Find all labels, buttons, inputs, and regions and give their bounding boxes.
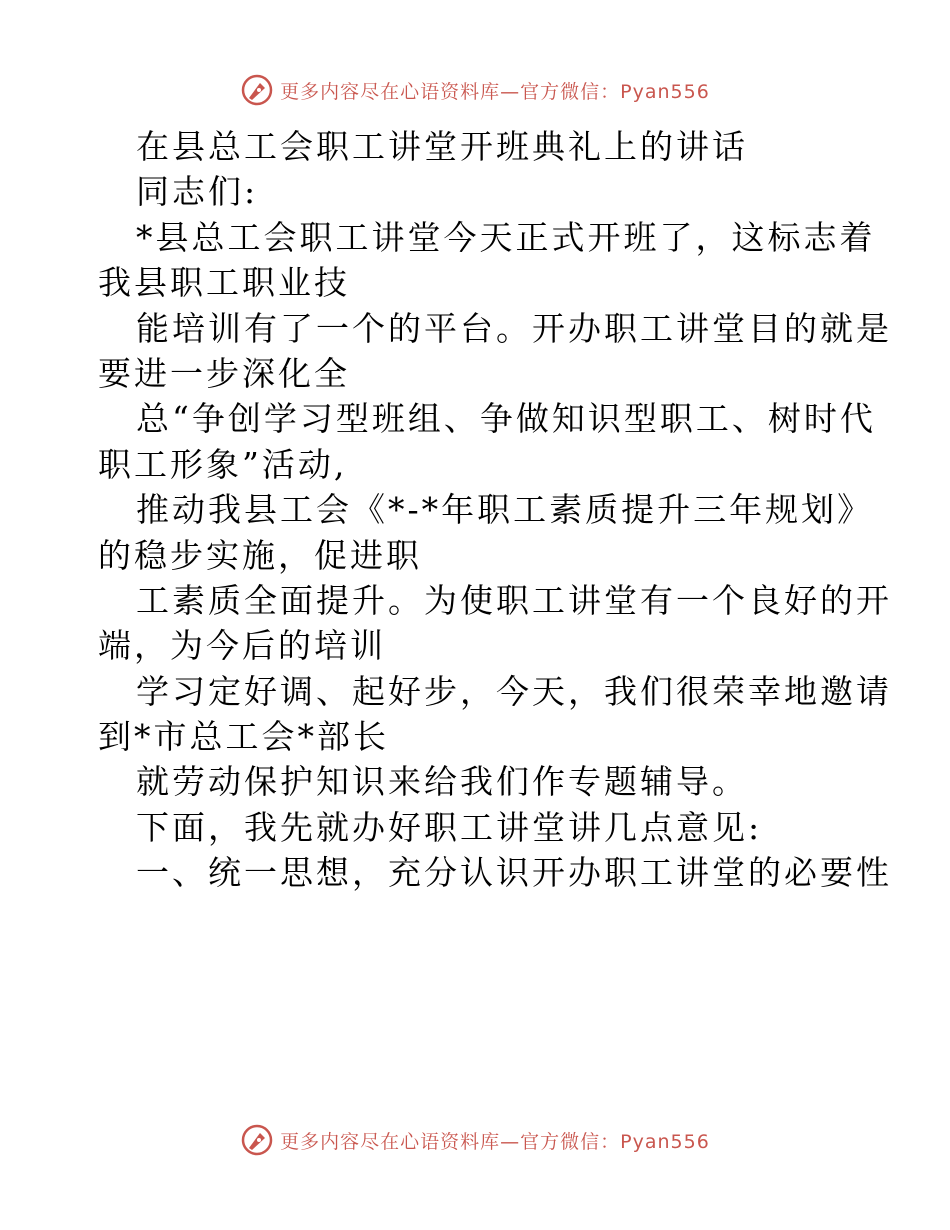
text-line: 就劳动保护知识来给我们作专题辅导。 [136,762,748,802]
text-line: 在县总工会职工讲堂开班典礼上的讲话 [136,127,748,166]
text-line: 能培训有了一个的平台。开办职工讲堂目的就是 [136,308,892,348]
text-line: 一、统一思想，充分认识开办职工讲堂的必要性 [136,853,892,893]
text-line: 职工形象”活动, [98,444,348,484]
fountain-pen-logo-icon [240,73,274,107]
footer-watermark [0,1120,950,1160]
text-line: *县总工会职工讲堂今天正式开班了，这标志着 [136,217,876,257]
text-line: 端，为今后的培训 [98,626,386,666]
text-line: 推动我县工会《*-*年职工素质提升三年规划》 [136,490,874,530]
text-line: 到*市总工会*部长 [98,717,389,757]
header-watermark [0,70,950,110]
watermark-text: 更多内容尽在心语资料库—官方微信：Pyan556 [280,1130,710,1153]
text-line: 学习定好调、起好步，今天，我们很荣幸地邀请 [136,671,892,711]
text-line: 我县职工职业技 [98,263,350,303]
fountain-pen-logo-icon [240,1123,274,1157]
text-line: 的稳步实施，促进职 [98,535,422,575]
text-line: 总“争创学习型班组、争做知识型职工、树时代 [136,399,876,439]
watermark-text: 更多内容尽在心语资料库—官方微信：Pyan556 [280,80,710,103]
document-body [98,124,892,896]
text-line: 要进一步深化全 [98,353,350,393]
text-line: 下面，我先就办好职工讲堂讲几点意见: [136,807,763,847]
text-line: 同志们: [136,172,259,212]
text-line: 工素质全面提升。为使职工讲堂有一个良好的开 [136,580,892,620]
